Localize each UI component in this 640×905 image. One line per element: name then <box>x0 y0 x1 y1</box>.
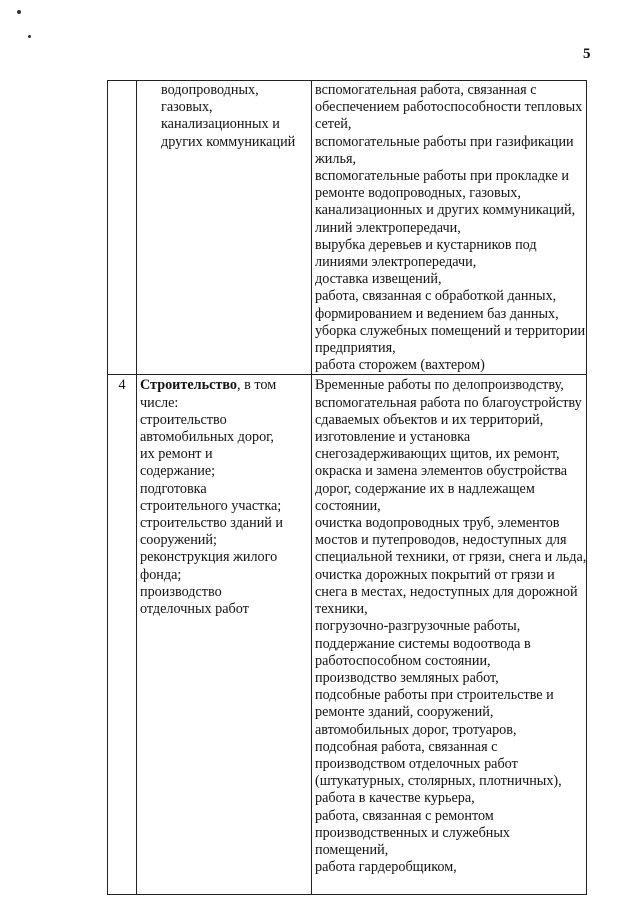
page-number: 5 <box>583 46 591 62</box>
work-line: специальной техники, от грязи, снега и льда, <box>315 549 587 566</box>
work-line: снега в местах, недоступных для дорожной <box>315 583 578 600</box>
work-line: очистка водопроводных труб, элементов <box>315 515 560 532</box>
work-line: сдаваемых объектов и их территорий, <box>315 411 544 428</box>
work-line: работа, связанная с ремонтом <box>315 807 494 824</box>
activity-line: строительного участка; <box>140 497 282 514</box>
work-line: работа, связанная с обработкой данных, <box>315 288 557 305</box>
table-row <box>108 81 587 375</box>
activity-type-cell <box>137 81 312 375</box>
activities-table <box>107 80 587 895</box>
work-line: вспомогательная работа, связанная с <box>315 82 537 98</box>
activity-line: других коммуникаций <box>161 133 296 150</box>
work-line: поддержание системы водоотвода в <box>315 635 531 652</box>
row-number-cell: 4 <box>108 375 137 895</box>
work-line: автомобильных дорог, тротуаров, <box>315 721 517 738</box>
work-line: ремонте зданий, сооружений, <box>315 704 494 721</box>
work-line: погрузочно-разгрузочные работы, <box>315 618 521 635</box>
work-line: работоспособном состоянии, <box>315 652 491 669</box>
work-line: работа сторожем (вахтером) <box>315 357 485 374</box>
work-line: ремонте водопроводных, газовых, <box>315 185 521 202</box>
work-line: канализационных и других коммуникаций, <box>315 202 576 219</box>
activity-line: их ремонт и <box>140 446 213 463</box>
activity-heading <box>140 377 308 394</box>
work-line: дорог, содержание их в надлежащем <box>315 480 535 497</box>
work-line: окраска и замена элементов обустройства <box>315 463 568 480</box>
work-line: состоянии, <box>315 497 381 514</box>
row-number-cell <box>108 81 137 375</box>
work-line: производством отделочных работ <box>315 755 518 772</box>
activity-line: производство <box>140 583 222 600</box>
activity-line: строительство <box>140 411 227 428</box>
work-line: формированием и ведением баз данных, <box>315 305 559 322</box>
activity-line: содержание; <box>140 463 216 480</box>
activity-line: числе: <box>140 394 179 411</box>
work-line: сетей, <box>315 116 352 133</box>
work-line: техники, <box>315 601 368 618</box>
activity-line: фонда; <box>140 566 182 583</box>
work-line: подсобная работа, связанная с <box>315 738 498 755</box>
work-line: доставка извещений, <box>315 271 442 288</box>
scan-speck <box>28 35 31 38</box>
table-row <box>108 375 587 895</box>
work-line: подсобные работы при строительстве и <box>315 687 554 704</box>
work-line: обеспечением работоспособности тепловых <box>315 99 583 116</box>
work-line: уборка служебных помещений и территории <box>315 322 586 339</box>
activity-line: реконструкция жилого <box>140 549 278 566</box>
activity-line: сооружений; <box>140 532 217 549</box>
work-line: производство земляных работ, <box>315 669 499 686</box>
work-line: вспомогательные работы при газификации <box>315 133 574 150</box>
work-line: помещений, <box>315 841 389 858</box>
activity-line: автомобильных дорог, <box>140 429 274 446</box>
work-line: (штукатурных, столярных, плотничных), <box>315 773 562 790</box>
activity-line: водопроводных, <box>161 82 259 98</box>
work-line: вспомогательная работа по благоустройству <box>315 394 582 411</box>
activity-line: канализационных и <box>161 116 280 133</box>
work-line: вспомогательные работы при прокладке и <box>315 168 570 185</box>
scan-speck <box>17 10 21 14</box>
work-line: Временные работы по делопроизводству, <box>315 377 564 394</box>
work-line: линий электропередачи, <box>315 219 461 236</box>
activity-type-cell <box>137 375 312 895</box>
work-line: изготовление и установка <box>315 429 471 446</box>
work-line: производственных и служебных <box>315 824 511 841</box>
work-line: мостов и путепроводов, недоступных для <box>315 532 567 549</box>
activity-line: газовых, <box>161 99 213 116</box>
activity-title: Строительство <box>140 377 238 394</box>
work-line: работа в качестве курьера, <box>315 790 475 807</box>
work-line: очистка дорожных покрытий от грязи и <box>315 566 555 583</box>
activity-line: строительство зданий и <box>140 515 284 532</box>
activity-line: подготовка <box>140 480 207 497</box>
work-types-cell <box>312 81 587 375</box>
activity-title-rest: , в том <box>237 377 277 394</box>
work-types-cell <box>312 375 587 895</box>
work-line: снегозадерживающих щитов, их ремонт, <box>315 446 560 463</box>
work-line: вырубка деревьев и кустарников под <box>315 236 537 253</box>
activity-line: отделочных работ <box>140 601 249 618</box>
work-line: предприятия, <box>315 340 396 357</box>
work-line: жилья, <box>315 150 357 167</box>
work-line: работа гардеробщиком, <box>315 859 457 876</box>
work-line: линиями электропередачи, <box>315 254 477 271</box>
